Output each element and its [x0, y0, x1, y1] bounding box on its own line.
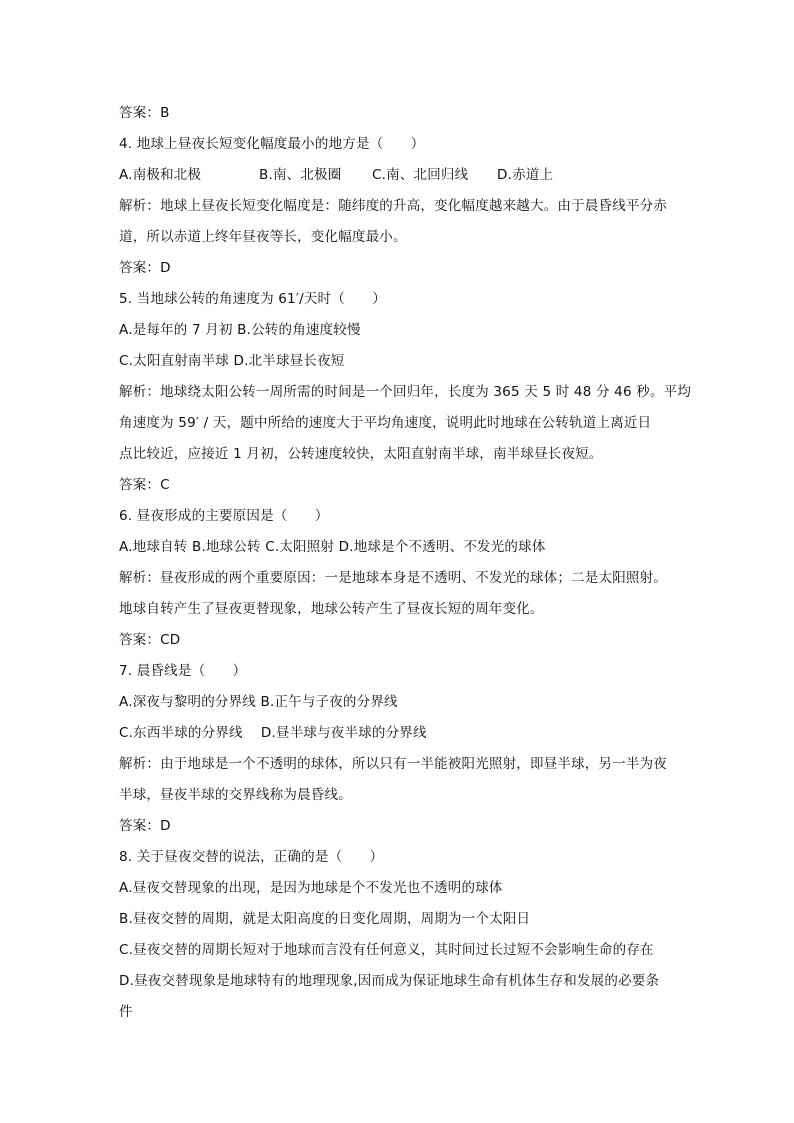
q4-option-c: C.南、北回归线: [372, 167, 469, 183]
question-6: 6. 昼夜形成的主要原因是（ ）: [119, 508, 329, 524]
q5-explanation-line-3: 点比较近，应接近 1 月初，公转速度较快，太阳直射南半球，南半球昼长夜短。: [119, 446, 603, 462]
q5-explanation-line-2: 角速度为 59′ / 天，题中所给的速度大于平均角速度，说明此时地球在公转轨道上离近日: [119, 415, 652, 431]
q5-options-line-2: C.太阳直射南半球 D.北半球昼长夜短: [119, 353, 345, 369]
q8-option-c: C.昼夜交替的周期长短对于地球而言没有任何意义，其时间过长过短不会影响生命的存在: [119, 942, 654, 958]
q8-option-a: A.昼夜交替现象的出现，是因为地球是个不发光也不透明的球体: [119, 880, 503, 896]
answer-q4: 答案：D: [119, 260, 171, 276]
q8-option-b: B.昼夜交替的周期，就是太阳高度的日变化周期，周期为一个太阳日: [119, 911, 531, 927]
q8-option-d-line-2: 件: [119, 1004, 133, 1020]
answer-q7: 答案：D: [119, 818, 171, 834]
q7-explanation-line-1: 解析：由于地球是一个不透明的球体，所以只有一半能被阳光照射，即昼半球，另一半为夜: [119, 756, 667, 772]
q4-explanation-line-1: 解析：地球上昼夜长短变化幅度是：随纬度的升高，变化幅度越来越大。由于晨昏线平分赤: [119, 198, 667, 214]
q4-option-d: D.赤道上: [497, 167, 554, 183]
question-4: 4. 地球上昼夜长短变化幅度最小的地方是（ ）: [119, 136, 425, 152]
q7-options-line-2: C.东西半球的分界线 D.昼半球与夜半球的分界线: [119, 725, 427, 741]
question-8: 8. 关于昼夜交替的说法，正确的是（ ）: [119, 849, 384, 865]
q4-option-b: B.南、北极圈: [259, 167, 342, 183]
q7-explanation-line-2: 半球，昼夜半球的交界线称为晨昏线。: [119, 787, 352, 803]
q5-options-line-1: A.是每年的 7 月初 B.公转的角速度较慢: [119, 322, 361, 338]
q6-options: A.地球自转 B.地球公转 C.太阳照射 D.地球是个不透明、不发光的球体: [119, 539, 546, 555]
question-5: 5. 当地球公转的角速度为 61′/天时（ ）: [119, 291, 387, 307]
answer-q5: 答案：C: [119, 477, 170, 493]
q8-option-d-line-1: D.昼夜交替现象是地球特有的地理现象,因而成为保证地球生命有机体生存和发展的必要条: [119, 973, 660, 989]
q4-option-a: A.南极和北极: [119, 167, 202, 183]
q6-explanation-line-1: 解析：昼夜形成的两个重要原因：一是地球本身是不透明、不发光的球体；二是太阳照射。: [119, 570, 667, 586]
q7-options-line-1: A.深夜与黎明的分界线 B.正午与子夜的分界线: [119, 694, 398, 710]
answer-q6: 答案：CD: [119, 632, 181, 648]
answer-q3: 答案：B: [119, 105, 170, 121]
question-7: 7. 晨昏线是（ ）: [119, 663, 247, 679]
q6-explanation-line-2: 地球自转产生了昼夜更替现象，地球公转产生了昼夜长短的周年变化。: [119, 601, 544, 617]
q4-explanation-line-2: 道，所以赤道上终年昼夜等长，变化幅度最小。: [119, 229, 407, 245]
q5-explanation-line-1: 解析：地球绕太阳公转一周所需的时间是一个回归年，长度为 365 天 5 时 48 分 46 秒。平均: [119, 384, 692, 400]
